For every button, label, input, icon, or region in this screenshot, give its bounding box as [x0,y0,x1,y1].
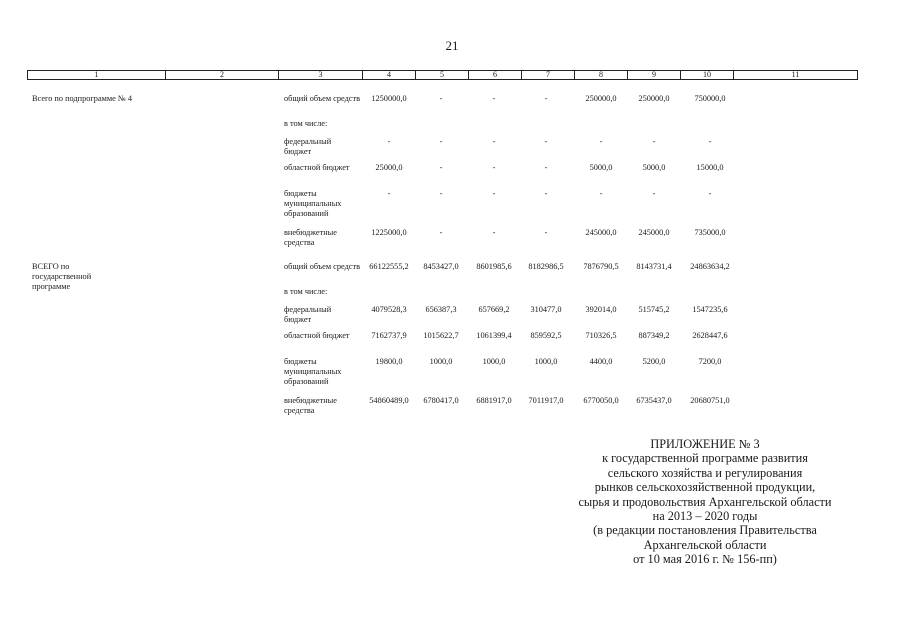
appendix-line: (в редакции постановления Правительства [593,523,817,538]
value-cell: 5000,0 [642,163,666,172]
value-cell: 1000,0 [429,357,453,366]
appendix-line: сельского хозяйства и регулирования [607,465,803,480]
value-cell: 5000,0 [589,163,613,172]
value-cell: - [439,189,443,198]
value-cell: 5200,0 [642,357,666,366]
column-number: 3 [279,71,363,80]
source-label: бюджеты муниципальных образований [284,357,342,386]
column-number: 8 [575,71,628,80]
value-cell: 515745,2 [638,305,670,314]
appendix-title: ПРИЛОЖЕНИЕ № 3 [650,437,760,451]
value-cell: - [544,94,548,103]
value-cell: 1000,0 [534,357,558,366]
value-cell: 1250000,0 [371,94,407,103]
appendix-line: Архангельской области [643,537,767,552]
value-cell: 6780417,0 [423,396,459,405]
value-cell: 1225000,0 [371,228,407,237]
value-cell: 392014,0 [585,305,617,314]
source-label: федеральный бюджет [284,137,332,156]
source-label: областной бюджет [284,331,350,340]
value-cell: - [544,163,548,172]
column-number: 9 [628,71,681,80]
value-cell: - [439,228,443,237]
value-cell: 710326,5 [585,331,617,340]
value-cell: 310477,0 [530,305,562,314]
column-number: 5 [416,71,469,80]
appendix-line: рынков сельскохозяйственной продукции, [594,480,816,495]
value-cell: 15000,0 [696,163,724,172]
value-cell: 7876790,5 [583,262,619,271]
value-cell: - [708,189,712,198]
value-cell: - [387,189,391,198]
section-title: Всего по подпрограмме № 4 [32,94,133,103]
value-cell: 4079528,3 [371,305,407,314]
source-label: в том числе: [284,119,328,128]
value-cell: 66122555,2 [369,262,409,271]
value-cell: - [492,163,496,172]
column-number: 10 [681,71,734,80]
column-number: 11 [734,71,858,80]
value-cell: 7162737,9 [371,331,407,340]
column-number: 4 [363,71,416,80]
value-cell: 656387,3 [425,305,457,314]
value-cell: 8601985,6 [476,262,512,271]
value-cell: 245000,0 [585,228,617,237]
value-cell: 7011917,0 [528,396,564,405]
value-cell: - [599,189,603,198]
value-cell: - [544,228,548,237]
value-cell: 6770050,0 [583,396,619,405]
value-cell: 8182986,5 [528,262,564,271]
appendix-line: сырья и продовольствия Архангельской области [578,494,832,509]
value-cell: 750000,0 [694,94,726,103]
section-title: ВСЕГО по государственной программе [32,262,92,291]
appendix-line: на 2013 – 2020 годы [652,509,758,524]
source-label: общий объем средств [284,94,361,103]
value-cell: 1547235,6 [692,305,728,314]
value-cell: 25000,0 [375,163,403,172]
value-cell: 6735437,0 [636,396,672,405]
value-cell: - [544,189,548,198]
source-label: федеральный бюджет [284,305,332,324]
value-cell: 20680751,0 [690,396,730,405]
value-cell: - [492,137,496,146]
value-cell: - [439,94,443,103]
source-label: общий объем средств [284,262,361,271]
value-cell: - [708,137,712,146]
value-cell: - [439,163,443,172]
appendix-note [540,437,870,567]
column-number: 7 [522,71,575,80]
source-label: бюджеты муниципальных образований [284,189,342,218]
value-cell: 4400,0 [589,357,613,366]
value-cell: - [492,228,496,237]
value-cell: 24863634,2 [690,262,730,271]
value-cell: 1015622,7 [423,331,459,340]
value-cell: 7200,0 [698,357,722,366]
source-label: областной бюджет [284,163,350,172]
column-number: 6 [469,71,522,80]
column-number: 2 [166,71,279,80]
value-cell: 887349,2 [638,331,670,340]
value-cell: - [439,137,443,146]
value-cell: 19800,0 [375,357,403,366]
value-cell: - [544,137,548,146]
value-cell: 250000,0 [638,94,670,103]
appendix-line: к государственной программе развития [602,451,808,466]
source-label: внебюджетные средства [284,396,337,415]
value-cell: - [387,137,391,146]
value-cell: - [652,189,656,198]
value-cell: - [492,94,496,103]
value-cell: - [492,189,496,198]
value-cell: 250000,0 [585,94,617,103]
value-cell: 8143731,4 [636,262,672,271]
value-cell: 1061399,4 [476,331,512,340]
value-cell: - [652,137,656,146]
value-cell: 54860489,0 [369,396,409,405]
value-cell: 859592,5 [530,331,562,340]
value-cell: 2628447,6 [692,331,728,340]
value-cell: 6881917,0 [476,396,512,405]
page-number: 21 [445,38,459,53]
value-cell: 245000,0 [638,228,670,237]
value-cell: 1000,0 [482,357,506,366]
source-label: внебюджетные средства [284,228,337,247]
value-cell: 657669,2 [478,305,510,314]
appendix-line: от 10 мая 2016 г. № 156-пп) [633,552,777,567]
source-label: в том числе: [284,287,328,296]
value-cell: 8453427,0 [423,262,459,271]
value-cell: - [599,137,603,146]
column-number: 1 [28,71,166,80]
value-cell: 735000,0 [694,228,726,237]
